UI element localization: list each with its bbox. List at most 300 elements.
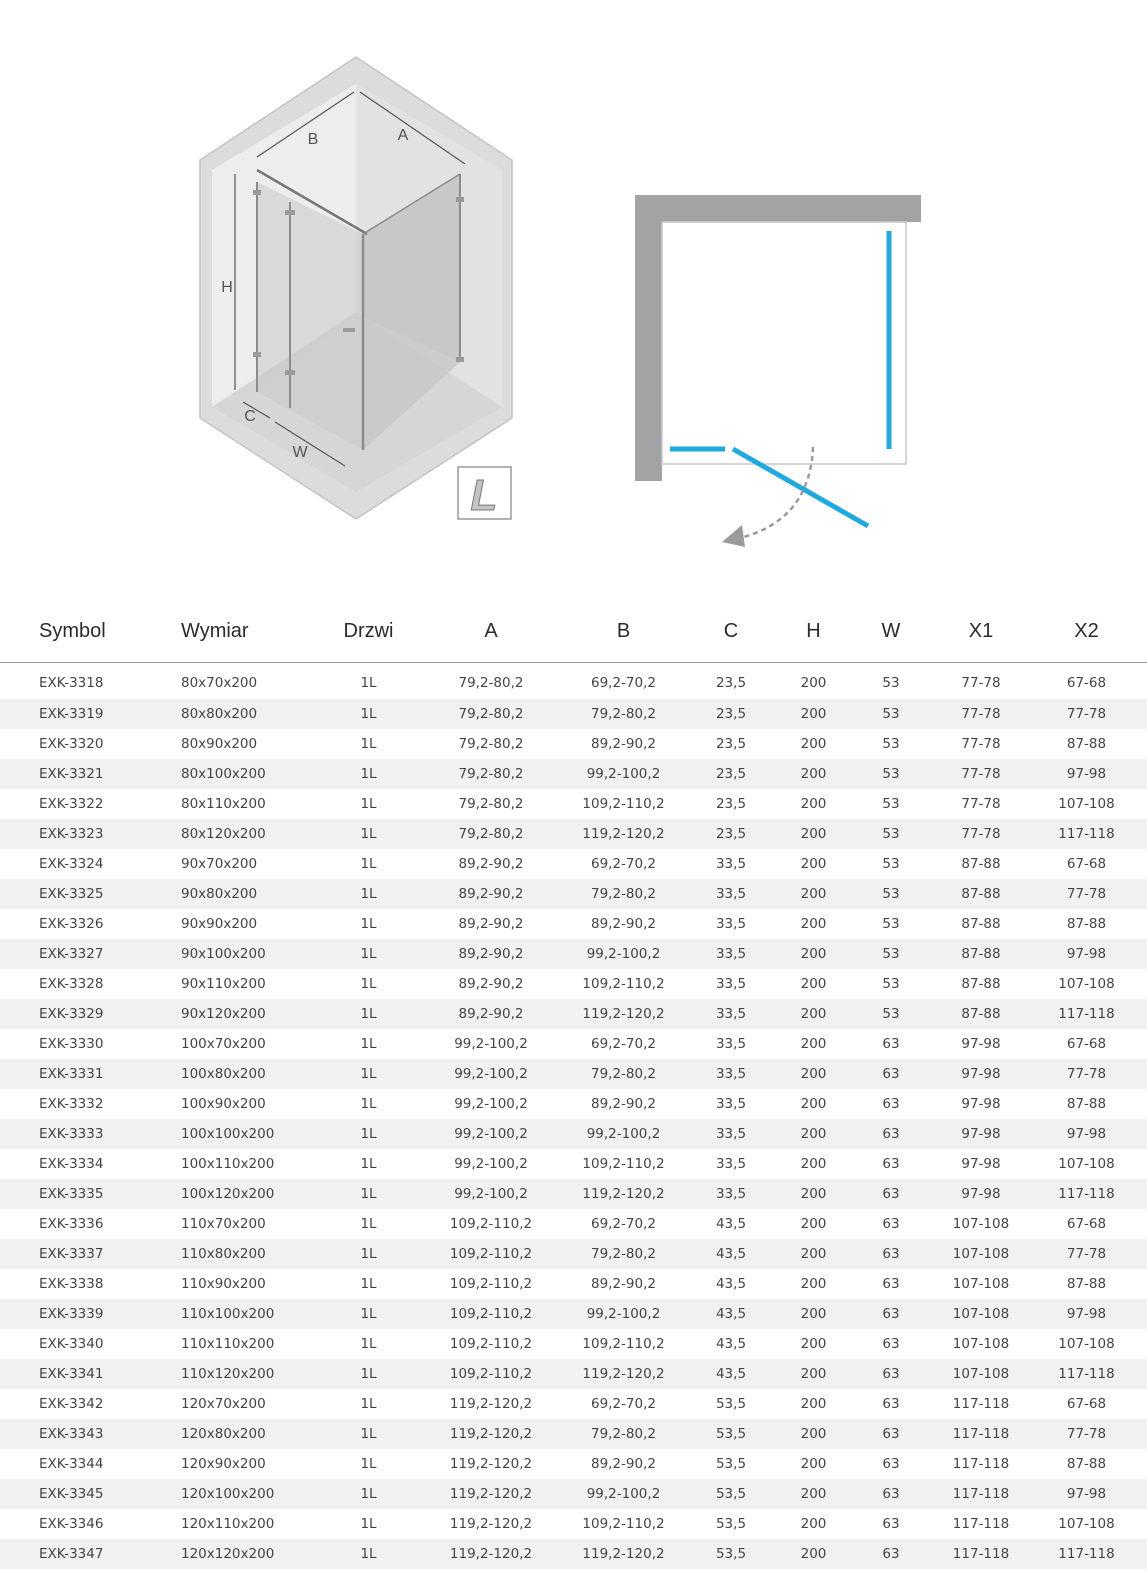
table-row xyxy=(0,729,1147,759)
cell-x2: 117-118 xyxy=(1026,819,1147,849)
cell-b: 99,2-100,2 xyxy=(566,939,681,969)
cell-w: 53 xyxy=(846,699,936,729)
table-row xyxy=(0,1059,1147,1089)
cell-w: 63 xyxy=(846,1419,936,1449)
cell-drzwi: 1L xyxy=(321,699,416,729)
cell-w: 63 xyxy=(846,1059,936,1089)
cell-symbol: EXK-3330 xyxy=(39,1036,104,1052)
cell-drzwi: 1L xyxy=(360,1156,377,1172)
cell-a: 109,2-110,2 xyxy=(416,1299,566,1329)
cell-symbol: EXK-3321 xyxy=(0,759,181,789)
cell-x2: 107-108 xyxy=(1058,1156,1115,1172)
cell-x2: 97-98 xyxy=(1026,759,1147,789)
cell-c: 33,5 xyxy=(681,999,781,1029)
dimension-w-label: W xyxy=(292,444,308,461)
cell-a: 109,2-110,2 xyxy=(449,1336,533,1352)
cell-c: 23,5 xyxy=(715,674,747,691)
column-header-c: C xyxy=(681,600,781,663)
cell-c: 43,5 xyxy=(681,1299,781,1329)
cell-drzwi: 1L xyxy=(360,1516,377,1532)
column-header-b: B xyxy=(566,600,681,663)
cell-drzwi: 1L xyxy=(321,939,416,969)
cell-symbol: EXK-3331 xyxy=(0,1059,181,1089)
cell-a: 89,2-90,2 xyxy=(416,879,566,909)
cell-h: 200 xyxy=(800,856,827,872)
cell-x2: 97-98 xyxy=(1026,1479,1147,1509)
cell-b: 119,2-120,2 xyxy=(566,1179,681,1209)
cell-x1: 87-88 xyxy=(961,976,1001,992)
cell-w: 63 xyxy=(882,1036,900,1052)
table-row xyxy=(0,909,1147,939)
cell-wymiar: 110x70x200 xyxy=(181,1216,266,1232)
cell-drzwi: 1L xyxy=(321,819,416,849)
cell-wymiar: 80x100x200 xyxy=(181,759,321,789)
cell-c: 43,5 xyxy=(715,1336,747,1352)
table-body xyxy=(0,663,1147,1570)
cell-x2: 107-108 xyxy=(1058,1516,1115,1532)
cell-drzwi: 1L xyxy=(360,1216,377,1232)
cell-h: 200 xyxy=(781,1119,846,1149)
cell-symbol: EXK-3318 xyxy=(39,674,104,691)
table-row xyxy=(0,999,1147,1029)
cell-a: 99,2-100,2 xyxy=(454,1096,528,1112)
table-row xyxy=(0,819,1147,849)
cell-symbol: EXK-3333 xyxy=(0,1119,181,1149)
cell-w: 53 xyxy=(882,976,900,992)
table-row xyxy=(0,1419,1147,1449)
dimension-b-label: B xyxy=(307,131,319,148)
cell-x1: 77-78 xyxy=(936,699,1026,729)
cell-symbol: EXK-3332 xyxy=(39,1096,104,1112)
cell-x1: 97-98 xyxy=(961,1096,1001,1112)
cell-w: 53 xyxy=(846,999,936,1029)
cell-x2: 107-108 xyxy=(1058,976,1115,992)
cell-h: 200 xyxy=(781,1419,846,1449)
cell-drzwi: 1L xyxy=(360,1096,377,1112)
cell-c: 43,5 xyxy=(715,1216,747,1232)
cell-x1: 97-98 xyxy=(936,1059,1026,1089)
cell-c: 33,5 xyxy=(681,939,781,969)
cell-h: 200 xyxy=(781,1539,846,1569)
cell-a: 119,2-120,2 xyxy=(416,1419,566,1449)
cell-c: 53,5 xyxy=(715,1516,747,1532)
cell-c: 23,5 xyxy=(681,699,781,729)
cell-wymiar: 110x100x200 xyxy=(181,1299,321,1329)
cell-c: 43,5 xyxy=(681,1239,781,1269)
cell-x2: 87-88 xyxy=(1066,916,1107,932)
cell-symbol: EXK-3326 xyxy=(39,916,104,932)
cell-wymiar: 90x120x200 xyxy=(181,999,321,1029)
cell-c: 33,5 xyxy=(715,916,747,932)
column-header-w: W xyxy=(846,600,936,663)
cell-x1: 87-88 xyxy=(961,916,1001,932)
cell-wymiar: 120x90x200 xyxy=(181,1456,266,1472)
cell-wymiar: 120x120x200 xyxy=(181,1539,321,1569)
cell-x2: 87-88 xyxy=(1066,736,1107,752)
cell-x2: 107-108 xyxy=(1058,796,1115,812)
cell-drzwi: 1L xyxy=(360,856,377,872)
cell-a: 119,2-120,2 xyxy=(449,1396,533,1412)
dimensions-table xyxy=(0,600,1147,1569)
cell-b: 109,2-110,2 xyxy=(582,796,665,812)
cell-symbol: EXK-3339 xyxy=(0,1299,181,1329)
cell-h: 200 xyxy=(781,1239,846,1269)
cell-a: 119,2-120,2 xyxy=(449,1516,533,1532)
cell-h: 200 xyxy=(781,1059,846,1089)
cell-w: 63 xyxy=(846,1539,936,1569)
cell-symbol: EXK-3323 xyxy=(0,819,181,849)
cell-b: 119,2-120,2 xyxy=(566,819,681,849)
cell-b: 69,2-70,2 xyxy=(591,1216,656,1232)
cell-drzwi: 1L xyxy=(360,1336,377,1352)
cell-a: 89,2-90,2 xyxy=(416,999,566,1029)
cell-x1: 87-88 xyxy=(936,939,1026,969)
table-row xyxy=(0,1029,1147,1059)
cell-b: 119,2-120,2 xyxy=(566,1359,681,1389)
cell-h: 200 xyxy=(800,1276,827,1292)
cell-x1: 87-88 xyxy=(961,856,1001,872)
cell-x1: 77-78 xyxy=(936,819,1026,849)
cell-a: 99,2-100,2 xyxy=(416,1059,566,1089)
table-row xyxy=(0,699,1147,729)
cell-wymiar: 80x70x200 xyxy=(181,674,258,691)
table-row xyxy=(0,1179,1147,1209)
cell-symbol: EXK-3336 xyxy=(39,1216,104,1232)
cell-x1: 87-88 xyxy=(936,879,1026,909)
table-row xyxy=(0,663,1147,700)
dimension-a-label: A xyxy=(397,127,409,144)
left-door-badge-label: L xyxy=(470,471,498,520)
cell-drzwi: 1L xyxy=(360,1276,377,1292)
cell-h: 200 xyxy=(781,819,846,849)
cell-wymiar: 120x100x200 xyxy=(181,1479,321,1509)
cell-a: 119,2-120,2 xyxy=(416,1539,566,1569)
cell-c: 43,5 xyxy=(681,1359,781,1389)
cell-b: 89,2-90,2 xyxy=(591,736,656,752)
cell-wymiar: 100x110x200 xyxy=(181,1156,275,1172)
dimension-c-label: C xyxy=(244,408,256,425)
cell-x2: 97-98 xyxy=(1026,1119,1147,1149)
cell-x2: 67-68 xyxy=(1066,1216,1107,1232)
cell-w: 63 xyxy=(846,1179,936,1209)
cell-wymiar: 120x110x200 xyxy=(181,1516,275,1532)
cell-wymiar: 110x120x200 xyxy=(181,1359,321,1389)
cell-x1: 107-108 xyxy=(952,1216,1010,1232)
table-row xyxy=(0,1239,1147,1269)
cell-h: 200 xyxy=(781,1359,846,1389)
cell-w: 53 xyxy=(882,736,900,752)
cell-w: 63 xyxy=(846,1239,936,1269)
cell-h: 200 xyxy=(800,1096,827,1112)
cell-w: 63 xyxy=(882,1156,900,1172)
cell-wymiar: 90x100x200 xyxy=(181,939,321,969)
cell-x1: 107-108 xyxy=(952,1336,1010,1352)
cell-h: 200 xyxy=(800,1336,827,1352)
cell-c: 23,5 xyxy=(681,819,781,849)
cell-symbol: EXK-3327 xyxy=(0,939,181,969)
cell-h: 200 xyxy=(800,736,827,752)
cell-x2: 97-98 xyxy=(1026,1299,1147,1329)
dimensions-table-container xyxy=(0,600,1147,1569)
cell-c: 53,5 xyxy=(715,1456,747,1472)
cell-b: 89,2-90,2 xyxy=(591,1096,656,1112)
table-row xyxy=(0,1389,1147,1419)
cell-b: 119,2-120,2 xyxy=(566,999,681,1029)
column-header-x1: X1 xyxy=(936,600,1026,663)
cell-symbol: EXK-3338 xyxy=(39,1276,104,1292)
table-row xyxy=(0,1449,1147,1479)
table-row xyxy=(0,759,1147,789)
cell-x1: 107-108 xyxy=(936,1359,1026,1389)
column-header-symbol: Symbol xyxy=(0,600,181,663)
cell-w: 63 xyxy=(882,1276,900,1292)
cell-a: 99,2-100,2 xyxy=(416,1179,566,1209)
cell-w: 53 xyxy=(846,819,936,849)
cell-c: 43,5 xyxy=(715,1276,747,1292)
cell-c: 33,5 xyxy=(681,1119,781,1149)
cell-b: 69,2-70,2 xyxy=(591,674,656,691)
cell-drzwi: 1L xyxy=(321,999,416,1029)
table-row xyxy=(0,879,1147,909)
cell-a: 79,2-80,2 xyxy=(458,736,524,752)
cell-x2: 67-68 xyxy=(1066,1036,1107,1052)
diagram-area xyxy=(0,0,1147,590)
cell-drzwi: 1L xyxy=(321,1239,416,1269)
cell-symbol: EXK-3324 xyxy=(39,856,104,872)
cell-c: 23,5 xyxy=(715,796,747,812)
cell-x2: 67-68 xyxy=(1066,674,1107,691)
cell-symbol: EXK-3346 xyxy=(39,1516,104,1532)
table-row xyxy=(0,969,1147,999)
cell-b: 79,2-80,2 xyxy=(566,699,681,729)
cell-wymiar: 90x90x200 xyxy=(181,916,258,932)
cell-w: 53 xyxy=(846,759,936,789)
cell-w: 63 xyxy=(846,1299,936,1329)
cell-x2: 77-78 xyxy=(1026,1419,1147,1449)
cell-wymiar: 100x90x200 xyxy=(181,1096,266,1112)
cell-x1: 97-98 xyxy=(961,1156,1001,1172)
cell-a: 89,2-90,2 xyxy=(458,856,524,872)
cell-x2: 87-88 xyxy=(1066,1096,1107,1112)
door-glass xyxy=(733,449,868,526)
cell-b: 89,2-90,2 xyxy=(591,1456,656,1472)
cell-b: 119,2-120,2 xyxy=(566,1539,681,1569)
cell-drzwi: 1L xyxy=(360,916,377,932)
cell-w: 53 xyxy=(882,674,900,691)
cell-b: 69,2-70,2 xyxy=(591,1396,656,1412)
column-header-drzwi: Drzwi xyxy=(321,600,416,663)
cell-x2: 97-98 xyxy=(1026,939,1147,969)
cell-b: 79,2-80,2 xyxy=(566,1059,681,1089)
cell-a: 109,2-110,2 xyxy=(449,1216,533,1232)
cell-c: 53,5 xyxy=(681,1419,781,1449)
cell-wymiar: 90x80x200 xyxy=(181,879,321,909)
cell-h: 200 xyxy=(800,1216,827,1232)
cell-b: 89,2-90,2 xyxy=(591,916,656,932)
cell-x1: 97-98 xyxy=(936,1179,1026,1209)
cell-x1: 107-108 xyxy=(936,1239,1026,1269)
cell-wymiar: 80x90x200 xyxy=(181,736,258,752)
cell-x1: 117-118 xyxy=(952,1516,1010,1532)
cell-h: 200 xyxy=(781,1179,846,1209)
cell-symbol: EXK-3341 xyxy=(0,1359,181,1389)
cell-c: 33,5 xyxy=(715,1096,747,1112)
table-header-row xyxy=(0,600,1147,663)
cell-b: 79,2-80,2 xyxy=(566,879,681,909)
cell-drzwi: 1L xyxy=(360,1396,377,1412)
cell-c: 23,5 xyxy=(681,759,781,789)
cell-symbol: EXK-3329 xyxy=(0,999,181,1029)
cell-c: 33,5 xyxy=(715,1036,747,1052)
cell-h: 200 xyxy=(800,916,827,932)
cell-x1: 117-118 xyxy=(936,1539,1026,1569)
cell-x1: 117-118 xyxy=(936,1419,1026,1449)
cell-drzwi: 1L xyxy=(360,674,377,691)
cell-drzwi: 1L xyxy=(321,1419,416,1449)
cell-b: 99,2-100,2 xyxy=(566,759,681,789)
cell-drzwi: 1L xyxy=(321,1059,416,1089)
cell-wymiar: 100x70x200 xyxy=(181,1036,266,1052)
cell-x1: 77-78 xyxy=(936,759,1026,789)
cell-a: 89,2-90,2 xyxy=(416,939,566,969)
cell-x1: 77-78 xyxy=(961,796,1001,812)
cell-drzwi: 1L xyxy=(360,976,377,992)
cell-symbol: EXK-3344 xyxy=(39,1456,104,1472)
cell-b: 109,2-110,2 xyxy=(582,1336,665,1352)
cell-h: 200 xyxy=(781,939,846,969)
cell-a: 79,2-80,2 xyxy=(416,819,566,849)
table-row xyxy=(0,1089,1147,1119)
cell-drzwi: 1L xyxy=(360,736,377,752)
cell-x1: 87-88 xyxy=(936,999,1026,1029)
cell-x1: 117-118 xyxy=(952,1396,1010,1412)
cell-drzwi: 1L xyxy=(321,1359,416,1389)
cell-drzwi: 1L xyxy=(360,1456,377,1472)
cell-w: 53 xyxy=(846,879,936,909)
table-row xyxy=(0,849,1147,879)
cell-symbol: EXK-3319 xyxy=(0,699,181,729)
cell-wymiar: 80x80x200 xyxy=(181,699,321,729)
door-swing-arrowhead xyxy=(722,525,745,547)
cell-a: 79,2-80,2 xyxy=(416,759,566,789)
cell-h: 200 xyxy=(800,1156,827,1172)
cell-drzwi: 1L xyxy=(360,796,377,812)
cell-w: 53 xyxy=(846,939,936,969)
table-row xyxy=(0,1479,1147,1509)
cell-c: 33,5 xyxy=(681,1179,781,1209)
table-row xyxy=(0,1509,1147,1539)
cell-x2: 77-78 xyxy=(1026,1059,1147,1089)
table-row xyxy=(0,1149,1147,1179)
cell-b: 109,2-110,2 xyxy=(582,1516,665,1532)
cell-h: 200 xyxy=(781,1479,846,1509)
plan-view-drawing xyxy=(625,185,925,555)
cell-wymiar: 110x80x200 xyxy=(181,1239,321,1269)
cell-c: 53,5 xyxy=(681,1479,781,1509)
cell-h: 200 xyxy=(800,976,827,992)
cell-h: 200 xyxy=(781,879,846,909)
cell-drzwi: 1L xyxy=(321,1299,416,1329)
cell-symbol: EXK-3340 xyxy=(39,1336,104,1352)
cell-x2: 77-78 xyxy=(1026,699,1147,729)
cell-symbol: EXK-3328 xyxy=(39,976,104,992)
table-row xyxy=(0,1209,1147,1239)
cell-w: 63 xyxy=(882,1216,900,1232)
cell-h: 200 xyxy=(781,699,846,729)
cell-c: 33,5 xyxy=(715,856,747,872)
cell-w: 63 xyxy=(882,1336,900,1352)
cell-c: 53,5 xyxy=(715,1396,747,1412)
cell-symbol: EXK-3337 xyxy=(0,1239,181,1269)
cell-x1: 97-98 xyxy=(936,1119,1026,1149)
cell-a: 79,2-80,2 xyxy=(458,796,524,812)
cell-b: 69,2-70,2 xyxy=(591,856,656,872)
cell-h: 200 xyxy=(800,1456,827,1472)
cell-b: 99,2-100,2 xyxy=(566,1119,681,1149)
cell-a: 89,2-90,2 xyxy=(458,916,524,932)
cell-x2: 87-88 xyxy=(1066,1456,1107,1472)
cell-wymiar: 120x70x200 xyxy=(181,1396,266,1412)
table-row xyxy=(0,1119,1147,1149)
cell-a: 109,2-110,2 xyxy=(416,1239,566,1269)
cell-drzwi: 1L xyxy=(321,1479,416,1509)
cell-b: 79,2-80,2 xyxy=(566,1239,681,1269)
cell-b: 109,2-110,2 xyxy=(582,1156,665,1172)
cell-b: 69,2-70,2 xyxy=(591,1036,656,1052)
cell-x2: 117-118 xyxy=(1026,1359,1147,1389)
cell-h: 200 xyxy=(800,1036,827,1052)
cell-h: 200 xyxy=(781,999,846,1029)
table-row xyxy=(0,1269,1147,1299)
cell-x2: 77-78 xyxy=(1026,1239,1147,1269)
table-row xyxy=(0,1539,1147,1569)
dimension-h-label: H xyxy=(221,279,233,296)
cell-c: 33,5 xyxy=(715,976,747,992)
cell-drzwi: 1L xyxy=(321,759,416,789)
cell-wymiar: 110x90x200 xyxy=(181,1276,266,1292)
cell-x2: 67-68 xyxy=(1066,1396,1107,1412)
cell-w: 63 xyxy=(882,1096,900,1112)
cell-c: 23,5 xyxy=(715,736,747,752)
cell-wymiar: 90x70x200 xyxy=(181,856,258,872)
cell-symbol: EXK-3335 xyxy=(0,1179,181,1209)
cell-b: 109,2-110,2 xyxy=(582,976,665,992)
cell-a: 119,2-120,2 xyxy=(416,1479,566,1509)
column-header-h: H xyxy=(781,600,846,663)
table-row xyxy=(0,939,1147,969)
cell-w: 53 xyxy=(882,796,900,812)
cell-c: 33,5 xyxy=(681,879,781,909)
cell-x2: 67-68 xyxy=(1066,856,1107,872)
cell-a: 99,2-100,2 xyxy=(416,1119,566,1149)
cell-drzwi: 1L xyxy=(321,1119,416,1149)
cell-symbol: EXK-3320 xyxy=(39,736,104,752)
cell-w: 63 xyxy=(882,1516,900,1532)
cell-wymiar: 80x120x200 xyxy=(181,819,321,849)
cell-w: 63 xyxy=(882,1396,900,1412)
cell-b: 99,2-100,2 xyxy=(566,1299,681,1329)
table-row xyxy=(0,789,1147,819)
cell-a: 89,2-90,2 xyxy=(458,976,524,992)
table-row xyxy=(0,1329,1147,1359)
cell-w: 63 xyxy=(882,1456,900,1472)
cell-wymiar: 90x110x200 xyxy=(181,976,266,992)
cell-x2: 117-118 xyxy=(1026,1539,1147,1569)
cell-drzwi: 1L xyxy=(321,879,416,909)
cell-x1: 117-118 xyxy=(936,1479,1026,1509)
cell-drzwi: 1L xyxy=(321,1539,416,1569)
cell-x1: 77-78 xyxy=(961,674,1001,691)
